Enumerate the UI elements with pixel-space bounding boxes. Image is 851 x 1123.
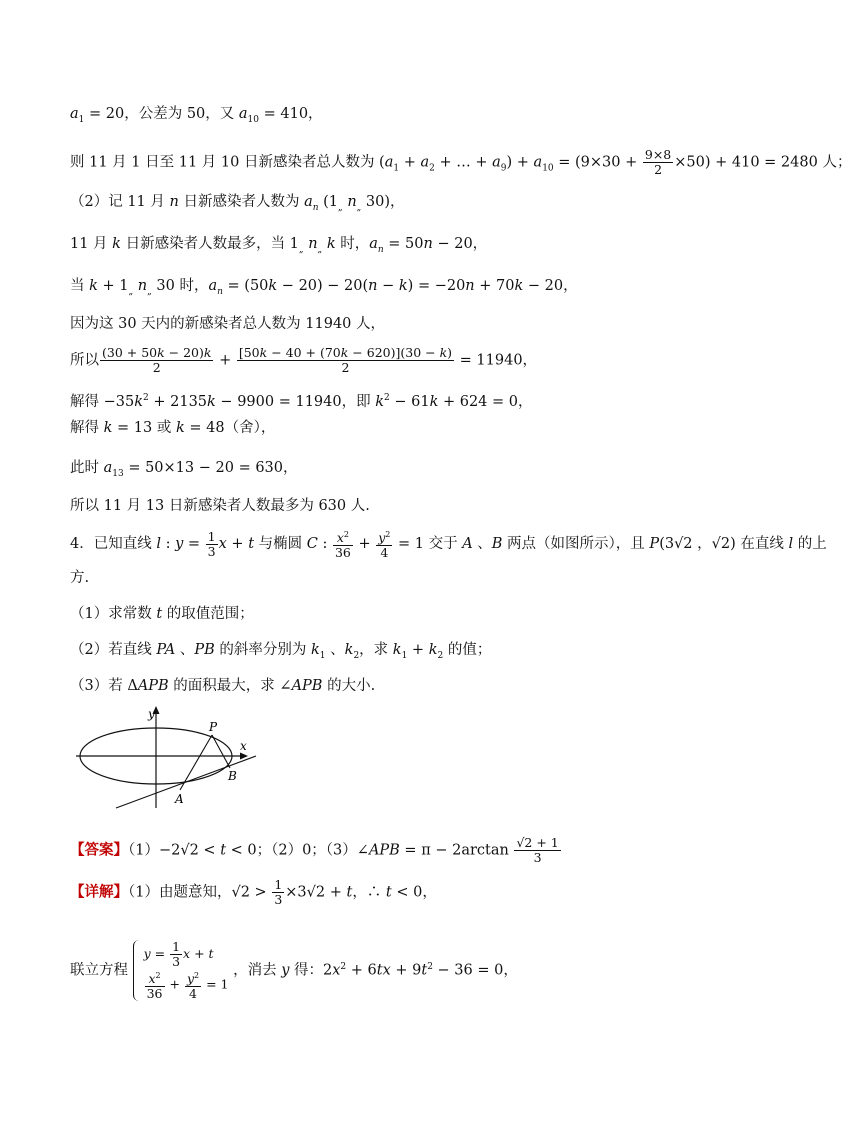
- detail-line: 【详解】（1）由题意知，√2 > $\frac{1}{3}$ ×3√2 + t，∴ t < 0，: [70, 877, 437, 907]
- line-3: （2）记 11 月 n 日新感染者人数为 $a_n$ ($1_„$ $n_„$ 30)，: [70, 194, 405, 213]
- system-line: 联立方程 y = $\frac{1}{3}$ x + t $\frac{x^2}{36}$ + $\frac{y^2}{4}$ = 1 ，消去 y 得：$2x^2 + 6tx + 9t^2 - 36 = 0$，: [70, 939, 518, 1002]
- line-13: 方.: [70, 570, 90, 586]
- line-12: 4．已知直线 l : y = $\frac{1}{3}$ x + t 与椭圆 C : $\frac{x^2}{36}$ + $\frac{y^2}{4}$ = 1 交于 A 、B 两点（如图所示），且 P(3√2 ，√2) 在直线 l 的上: [70, 528, 827, 561]
- line-2: 则 11 月 1 日至 11 月 10 日新感染者总人数为 ($a_1 + a_2$ + … + $a_9) + a_{10} = (9\times 30$ + $\frac{9\times 8}{2}$ ×50) + 410 = 2480 人；: [70, 147, 851, 177]
- answer-tag: 【答案】: [70, 841, 128, 859]
- line-11: 所以 11 月 13 日新感染者人数最多为 630 人.: [70, 498, 370, 514]
- line-15: （2）若直线 PA 、PB 的斜率分别为 $k_1$ 、$k_2$，求 $k_1 + k_2$ 的值；: [70, 642, 492, 661]
- p-label: P: [209, 720, 218, 734]
- line-8: 解得 $-35k^2 + 2135k - 9900 = 11940$，即 $k^2 - 61k + 624 = 0$，: [70, 393, 533, 410]
- line-1: $a_1 = 20$，公差为 50，又 $a_{10} = 410$，: [70, 106, 323, 125]
- ellipse-figure: [72, 700, 272, 810]
- x-label: x: [240, 739, 247, 753]
- line-9: 解得 k = 13 或 k = 48（舍），: [70, 420, 276, 436]
- line-4: 11 月 k 日新感染者人数最多，当 $1_„$ $n_„$ k 时，$a_n = 50n - 20$，: [70, 236, 488, 255]
- line-14: （1）求常数 t 的取值范围；: [70, 606, 254, 622]
- a-label: A: [175, 792, 184, 806]
- y-label: y: [148, 707, 155, 721]
- b-label: B: [228, 769, 237, 783]
- line-6: 因为这 30 天内的新感染者总人数为 11940 人，: [70, 316, 386, 332]
- line-16: （3）若 ΔAPB 的面积最大，求 ∠APB 的大小.: [70, 678, 376, 694]
- line-5: 当 $k + 1_„$ $n_„$ 30 时，$a_n = (50k - 20) - 20(n - k) = -20n + 70k - 20$，: [70, 278, 578, 297]
- equation-system: y = $\frac{1}{3}$ x + t $\frac{x^2}{36}$ + $\frac{y^2}{4}$ = 1: [133, 940, 229, 1001]
- detail-tag: 【详解】: [70, 883, 128, 901]
- line-7: 所以 $\frac{(30 + 50k - 20)k}{2}$ + $\frac{[50k - 40 + (70k - 620)](30 - k)}{2}$ = 11940，: [70, 345, 538, 375]
- answer-line: 【答案】（1）−2√2 < t < 0；（2）0；（3）∠APB = π − 2arctan $\frac{√2 + 1}{3}$: [70, 835, 559, 865]
- x-axis-arrow-icon: [240, 753, 248, 760]
- line-10: 此时 $a_{13} = 50\times 13 - 20 = 630$，: [70, 460, 298, 479]
